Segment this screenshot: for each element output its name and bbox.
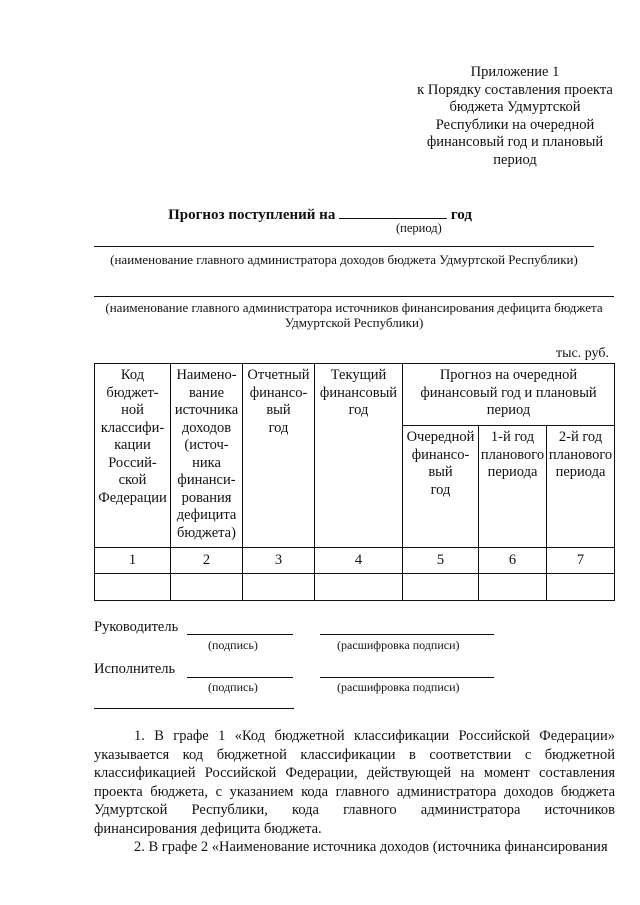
executor-decode-line[interactable] — [320, 677, 494, 678]
period-blank[interactable] — [339, 204, 447, 219]
document-title — [0, 204, 640, 224]
executor-label: Исполнитель — [94, 661, 176, 677]
note-1-text: 1. В графе 1 «Код бюджетной классификации Российской Федерации» указывается код бюджетной классификации в соответствии с бюджетной классификацией Российской Федерации, действующей на момент составления проекта бюджета, с указанием кода главного администратора доходов бюджета Удмуртской Республики, кода главного администратора источников финансирования дефицита бюджета. — [94, 728, 615, 837]
table-cell[interactable] — [479, 574, 547, 601]
income-admin-line[interactable] — [94, 246, 594, 247]
title-prefix: Прогноз поступлений на — [168, 207, 336, 223]
units-label: тыс. руб. — [556, 346, 609, 361]
note-paragraph-1 — [94, 727, 615, 838]
table-cell[interactable] — [243, 574, 315, 601]
table-cell[interactable] — [547, 574, 615, 601]
appendix-line: Приложение 1 — [470, 64, 560, 80]
column-number: 6 — [479, 548, 547, 574]
table-cell[interactable] — [315, 574, 403, 601]
note-2-text: 2. В графе 2 «Наименование источника доходов (источника финансирования — [134, 839, 608, 855]
executor-decode-caption: (расшифровка подписи) — [337, 680, 460, 694]
header-forecast-group: Прогноз на очередной финансовый год и плановый период — [403, 364, 615, 426]
appendix-line: бюджета Удмуртской — [449, 99, 581, 115]
column-number: 5 — [403, 548, 479, 574]
header-budget-code: Код бюджет- ной классифи- кации Россий- ской Федерации — [95, 364, 171, 548]
head-decode-line[interactable] — [320, 634, 494, 635]
head-label: Руководитель — [94, 619, 179, 635]
table-cell[interactable] — [95, 574, 171, 601]
header-source-name: Наимено- вание источника доходов (источ- ника финанси- рования дефицита бюджета) — [171, 364, 243, 548]
appendix-line: финансовый год и плановый — [426, 134, 604, 150]
appendix-line: период — [493, 151, 537, 168]
column-number: 7 — [547, 548, 615, 574]
title-suffix: год — [450, 207, 472, 223]
executor-signature-line[interactable] — [187, 677, 293, 678]
footnote-separator — [94, 708, 294, 709]
head-sign-caption: (подпись) — [208, 638, 258, 652]
head-decode-caption: (расшифровка подписи) — [337, 638, 460, 652]
sources-admin-caption-line1: (наименование главного администратора источников финансирования дефицита бюджета — [105, 300, 603, 315]
executor-sign-caption: (подпись) — [208, 680, 258, 694]
sources-admin-caption-line2: Удмуртской Республики) — [284, 315, 424, 330]
note-paragraph-2 — [94, 838, 615, 857]
column-number: 4 — [315, 548, 403, 574]
header-reporting-year: Отчетный финансо- вый год — [243, 364, 315, 548]
sources-admin-line[interactable] — [94, 296, 614, 297]
header-next-year: Очередной финансо- вый год — [403, 426, 479, 548]
header-plan-year-2: 2-й год планового периода — [547, 426, 615, 548]
table-cell[interactable] — [403, 574, 479, 601]
sources-admin-caption — [94, 300, 614, 330]
period-caption: (период) — [396, 221, 442, 235]
header-plan-year-1: 1-й год планового периода — [479, 426, 547, 548]
appendix-line: Республики на очередной — [435, 116, 595, 133]
column-number: 1 — [95, 548, 171, 574]
appendix-header — [395, 64, 635, 169]
head-signature-line[interactable] — [187, 634, 293, 635]
income-admin-caption: (наименование главного администратора доходов бюджета Удмуртской Республики) — [110, 252, 578, 267]
column-number: 2 — [171, 548, 243, 574]
table-row — [95, 574, 615, 601]
forecast-table — [94, 363, 615, 601]
appendix-line: к Порядку составления проекта — [417, 81, 613, 98]
column-number: 3 — [243, 548, 315, 574]
header-current-year: Текущий финансовый год — [315, 364, 403, 548]
column-numbers-row — [95, 548, 615, 574]
table-cell[interactable] — [171, 574, 243, 601]
